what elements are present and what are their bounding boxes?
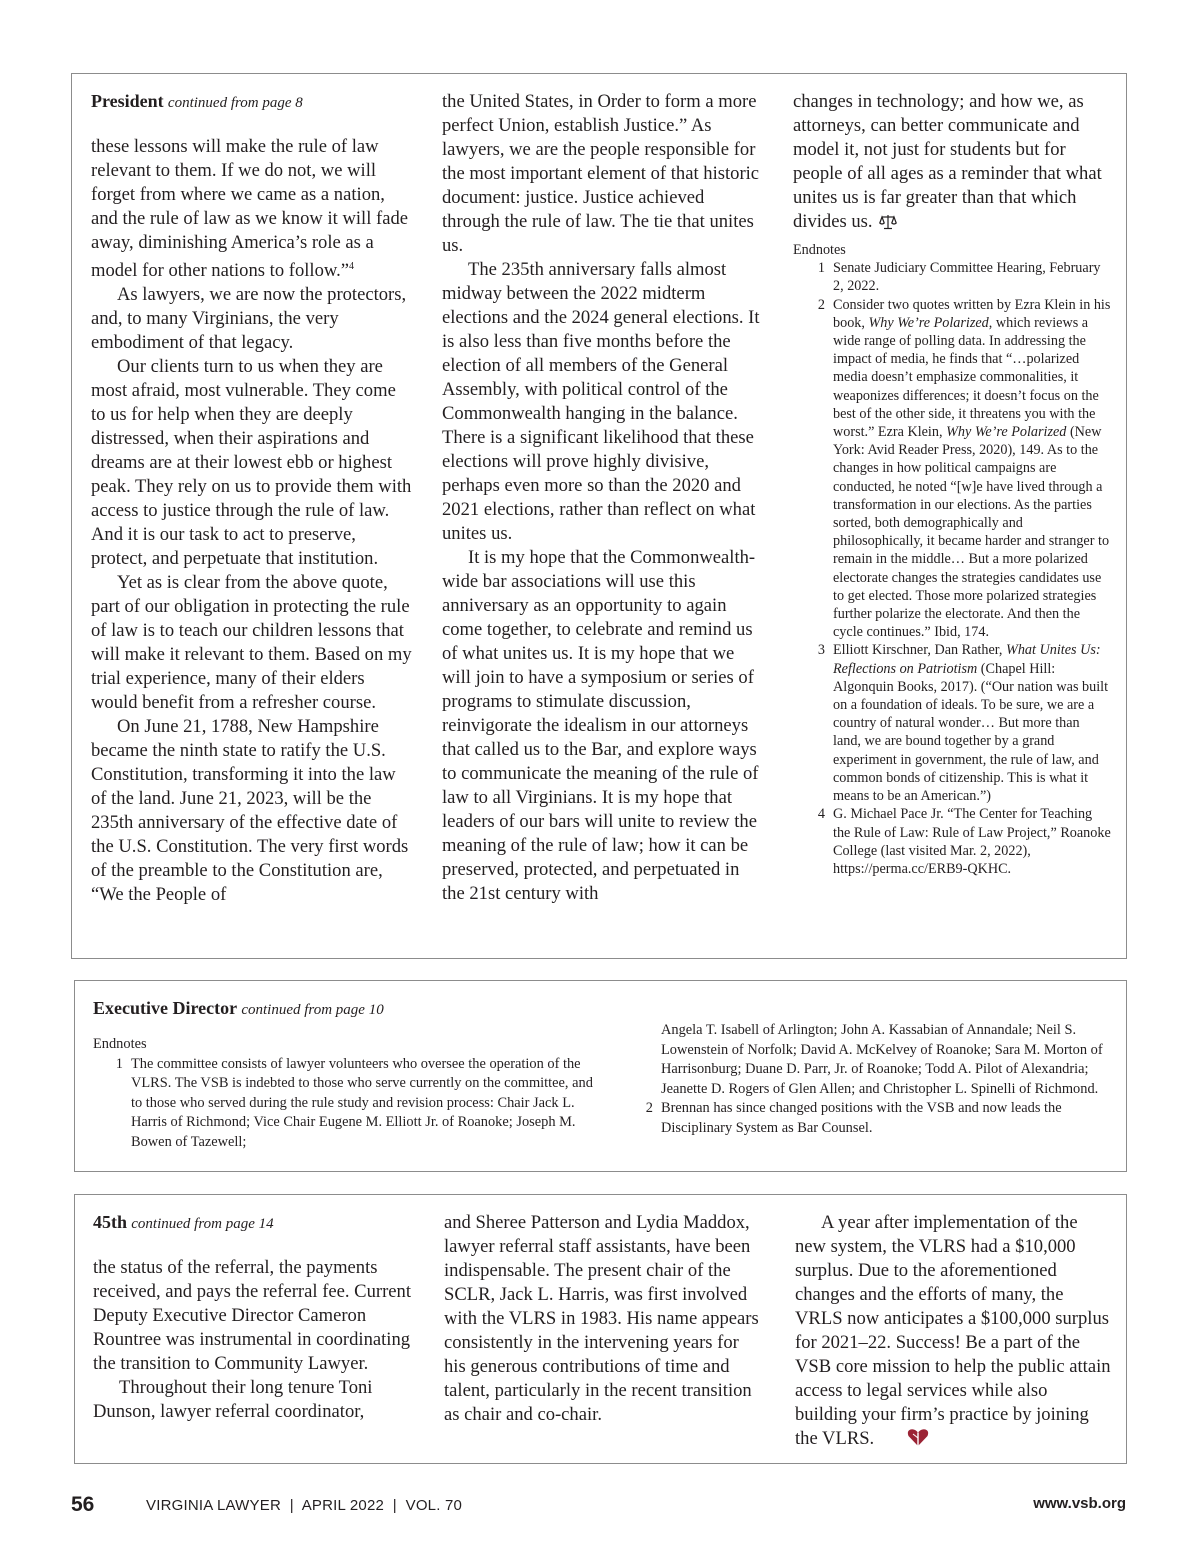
paragraph: Throughout their long tenure Toni Dunson, lawyer referral coordinator, bbox=[93, 1377, 373, 1422]
paragraph: As lawyers, we are now the protectors, and, to many Virginians, the very embodiment of that legacy. bbox=[91, 284, 407, 354]
president-column-2 bbox=[442, 90, 760, 906]
scales-icon bbox=[879, 213, 897, 237]
paragraph: The 235th anniversary falls almost midway between the 2022 midterm elections and the 2024 general elections. It is also less than five months before the election of all members of the General Assembly, with political control of the Commonwealth hanging in the balance. There is a significant likelihood that these elections will prove highly divisive, perhaps even more so than the 2020 and 2021 elections, rather than reflect on what unites us. bbox=[442, 259, 760, 544]
paragraph: On June 21, 1788, New Hampshire became the ninth state to ratify the U.S. Constitution, transforming it into the law of the land. June 21, 2023, will be the 235th anniversary of the effective date of the U.S. Constitution. The very first words of the preamble to the Constitution are, “We the People of bbox=[91, 716, 409, 906]
paragraph: changes in technology; and how we, as attorneys, can better communicate and model it, not just for students but for people of all ages as a reminder that what unites us is far greater than that which divides us. bbox=[793, 90, 1111, 237]
article-title: Executive Director bbox=[93, 998, 238, 1018]
paragraph: and Sheree Patterson and Lydia Maddox, lawyer referral staff assistants, have been indispensable. The present chair of the SCLR, Jack L. Harris, was first involved with the VLRS in 1983. His name appears consistently in the intervening years for his generous contributions of time and talent, particularly in the recent transition as chair and co-chair. bbox=[444, 1212, 759, 1425]
endnote: 2 Consider two quotes written by Ezra Klein in his book, Why We’re Polarized, which reviews a wide range of polling data. In addressing the impact of media, he finds that “…polarized media doesn’t emphasize commonalities, it weaponizes differences; it doesn’t focus on the best of the other side, it threatens you with the worst.” Ezra Klein, Why We’re Polarized (New York: Avid Reader Press, 2020), 149. As to the changes in how political campaigns are conducted, he noted “[w]e have lived through a transformation in our elections. As the parties sorted, both demographically and philosophically, it became harder and stranger to remain in the middle… But a more polarized electorate changes the strategies candidates use to get elected. Those more polarized strategies further polarize the electorate. And then the cycle continues.” Ibid, 174. bbox=[817, 296, 1111, 641]
45th-column-1 bbox=[93, 1211, 413, 1424]
45th-column-2 bbox=[444, 1211, 762, 1427]
article-title: 45th bbox=[93, 1212, 128, 1232]
paragraph: Yet as is clear from the above quote, part of our obligation in protecting the rule of law is to teach our children lessons that will make it relevant to them. Based on my trial experience, many of their elders would benefit from a refresher course. bbox=[91, 572, 412, 714]
continued-note: continued from page 14 bbox=[131, 1216, 274, 1232]
paragraph: the status of the referral, the payments received, and pays the referral fee. Current Deputy Executive Director Cameron Rountree was instrumental in coordinating the transition to Community Lawyer. bbox=[93, 1257, 411, 1374]
article-title: President bbox=[91, 91, 164, 111]
president-endnotes bbox=[793, 241, 1111, 878]
endnote: 2 Brennan has since changed positions with the VSB and now leads the Disciplinary System as Bar Counsel. bbox=[645, 1100, 1062, 1136]
45th-column-3 bbox=[795, 1211, 1113, 1454]
paragraph: the United States, in Order to form a more perfect Union, establish Justice.” As lawyers, we are the people responsible for the most important element of that historic document: justice. Justice achieved through the rule of law. The tie that unites us. bbox=[442, 91, 760, 256]
endnotes-title: Endnotes bbox=[93, 1036, 147, 1052]
page-number: 56 bbox=[71, 1493, 95, 1516]
president-heading bbox=[91, 90, 413, 114]
paragraph: It is my hope that the Commonwealth-wide bar associations will use this anniversary as an opportunity to again come together, to celebrate and remind us of what unites us. It is my hope that we will join to have a symposium or series of programs to stimulate discussion, reinvigorate the idealism in our attorneys that called us to the Bar, and explore ways to communicate the meaning of the rule of law to all Virginians. It is my hope that leaders of our bars will unite to review the meaning of the rule of law; how it can be preserved, protected, and perpetuated in the 21st century with bbox=[442, 547, 759, 904]
executive-heading bbox=[93, 997, 593, 1021]
paragraph: A year after implementation of the new system, the VLRS had a $10,000 surplus. Due to the aforementioned changes and the efforts of many, the VRLS now anticipates a $100,000 surplus for 2021–22. Success! Be a part of the VSB core mission to help the public attain access to legal services while also building your firm’s practice by joining the VLRS. bbox=[795, 1211, 1113, 1454]
paragraph: these lessons will make the rule of law relevant to them. If we do not, we will forget from where we came as a nation, and the rule of law as we know it will fade away, diminishing America’s role as a model for other nations to follow.”$^4$ bbox=[91, 136, 409, 282]
paragraph: Our clients turn to us when they are most afraid, most vulnerable. They come to us for help when they are deeply distressed, when their aspirations and dreams are at their lowest ebb or highest peak. They rely on us to provide them with access to justice through the rule of law. And it is our task to act to preserve, protect, and perpetuate that institution. bbox=[91, 356, 412, 570]
45th-article-box bbox=[74, 1194, 1127, 1464]
president-column-3 bbox=[793, 90, 1111, 878]
endnotes-title: Endnotes bbox=[793, 242, 846, 258]
website-link[interactable]: www.vsb.org bbox=[1033, 1495, 1126, 1512]
endnote: 1 Senate Judiciary Committee Hearing, February 2, 2022. bbox=[817, 260, 1101, 295]
endnote-ref: 4 bbox=[349, 261, 355, 272]
45th-heading bbox=[93, 1211, 413, 1235]
executive-column-1 bbox=[93, 997, 593, 1153]
endnote: 4 G. Michael Pace Jr. “The Center for Teaching the Rule of Law: Rule of Law Project,” Roanoke College (last visited Mar. 2, 2022), https://perma.cc/ERB9-QKHC. bbox=[817, 806, 1111, 877]
heart-icon bbox=[881, 1428, 929, 1454]
page-footer bbox=[0, 1493, 1200, 1523]
president-column-1 bbox=[91, 90, 413, 907]
endnote: 3 Elliott Kirschner, Dan Rather, What Unites Us: Reflections on Patriotism (Chapel Hill: Algonquin Books, 2017). (“Our nation was built on a foundation of ideals. To be sure, we are a country of natural wonder… But more than land, we are bound together by a grand experiment in government, the rule of law, and common bonds of citizenship. This is what it means to be an American.”) bbox=[817, 642, 1109, 805]
continued-note: continued from page 8 bbox=[167, 95, 303, 111]
endnote: 1 The committee consists of lawyer volunteers who oversee the operation of the VLRS. The VSB is indebted to those who serve currently on the committee, and to those who served during the rule study and revision process: Chair Jack L. Harris of Richmond; Vice Chair Eugene M. Elliott Jr. of Roanoke; Joseph M. Bowen of Tazewell; bbox=[115, 1055, 593, 1150]
magazine-info: VIRGINIA LAWYER | APRIL 2022 | VOL. 70 bbox=[146, 1497, 463, 1514]
executive-column-2 bbox=[631, 1021, 1115, 1139]
executive-director-box bbox=[74, 980, 1127, 1172]
president-article-box bbox=[71, 73, 1127, 959]
endnote-continued: Angela T. Isabell of Arlington; John A. Kassabian of Annandale; Neil S. Lowenstein of Norfolk; David A. McKelvey of Roanoke; Sara M. Morton of Harrisonburg; Duane D. Parr, Jr. of Roanoke; Todd A. Pilot of Alexandria; Jeanette D. Rogers of Glen Allen; and Christopher L. Spinelli of Richmond. bbox=[661, 1022, 1103, 1097]
continued-note: continued from page 10 bbox=[241, 1002, 384, 1018]
